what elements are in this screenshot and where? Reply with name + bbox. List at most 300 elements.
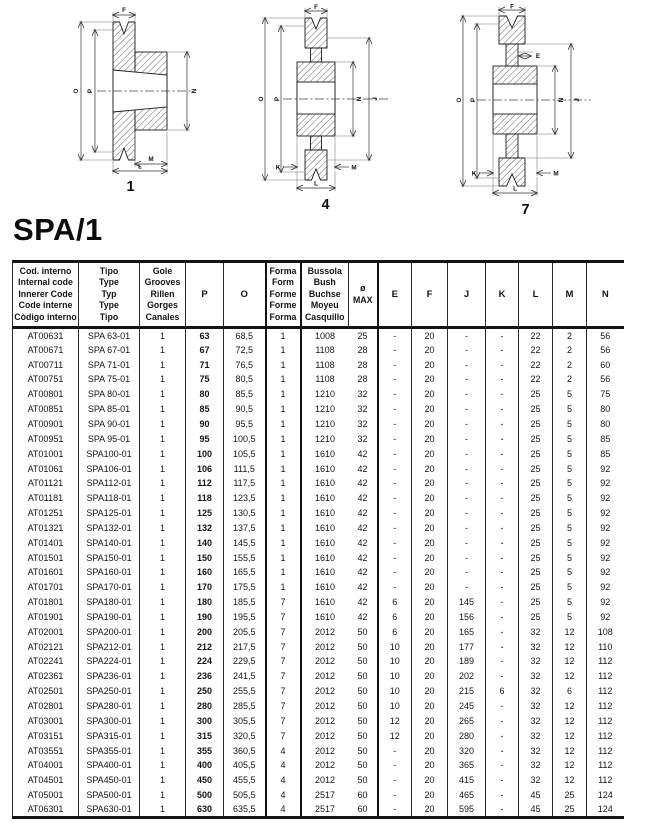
cell-j: 280: [448, 728, 486, 743]
cell-internal_code: AT01801: [27, 597, 64, 608]
cell-type: SPA355-01: [79, 743, 140, 758]
header-l: L: [519, 262, 553, 328]
cell-p: 450: [186, 773, 224, 788]
form-4-section-drawing: [241, 4, 411, 194]
cell-grooves: 1: [140, 654, 186, 669]
cell-f: 20: [412, 550, 448, 565]
cell-type: SPA132-01: [79, 520, 140, 535]
cell-f: 20: [412, 624, 448, 639]
header-bush: Bussola Bush Buchse Moyeu Casquillo: [301, 262, 349, 328]
cell-k: -: [486, 624, 519, 639]
cell-max: 50: [357, 641, 368, 652]
cell-type: SPA160-01: [79, 565, 140, 580]
cell-f: 20: [412, 402, 448, 417]
cell-e: -: [378, 506, 412, 521]
spa-table-body: [13, 328, 624, 818]
header-internal-code: Cod. interno Internal code Innerer Code Code interne Còdigo interno: [13, 262, 79, 328]
cell-internal_code: AT00711: [27, 359, 64, 370]
cell-j: -: [448, 550, 486, 565]
cell-form: 4: [266, 803, 301, 818]
cell-form: 7: [266, 699, 301, 714]
cell-p: 100: [186, 446, 224, 461]
cell-bush: 1610: [301, 520, 349, 535]
cell-m: 12: [553, 713, 587, 728]
cell-form: 4: [266, 743, 301, 758]
cell-internal_code: AT01501: [27, 552, 64, 563]
cell-m: 5: [553, 387, 587, 402]
cell-grooves: 1: [140, 788, 186, 803]
cell-l: 25: [519, 580, 553, 595]
cell-f: 20: [412, 476, 448, 491]
cell-j: 177: [448, 639, 486, 654]
cell-l: 25: [519, 491, 553, 506]
cell-k: -: [486, 773, 519, 788]
dim-label-o: O: [257, 96, 265, 102]
cell-n: 92: [587, 491, 624, 506]
cell-o: 305,5: [224, 713, 266, 728]
cell-form: 1: [266, 357, 301, 372]
web-bottom: [310, 136, 321, 150]
cell-grooves: 1: [140, 699, 186, 714]
cell-bush: 1610: [301, 595, 349, 610]
cell-n: 75: [587, 387, 624, 402]
cell-m: 12: [553, 728, 587, 743]
cell-l: 25: [519, 520, 553, 535]
cell-type: SPA315-01: [79, 728, 140, 743]
header-type: Tipo Type Typ Type Tipo: [79, 262, 140, 328]
cell-o: 111,5: [224, 461, 266, 476]
cell-j: -: [448, 461, 486, 476]
cell-f: 20: [412, 595, 448, 610]
dim-label-e: E: [535, 53, 540, 60]
cell-max: 50: [357, 745, 368, 756]
cell-m: 5: [553, 595, 587, 610]
cell-bush: 2517: [301, 788, 349, 803]
cell-k: -: [486, 654, 519, 669]
cell-m: 5: [553, 550, 587, 565]
cell-internal_code: AT01601: [27, 567, 64, 578]
header-grooves: Gole Grooves Rillen Gorges Canales: [140, 262, 186, 328]
table-row: [13, 788, 624, 803]
cell-internal_code: AT00951: [27, 433, 64, 444]
cell-internal_code: AT01701: [27, 582, 64, 593]
cell-max: 28: [357, 359, 368, 370]
web-bottom: [506, 134, 518, 158]
cell-e: -: [378, 357, 412, 372]
cell-k: -: [486, 758, 519, 773]
cell-bush: 2012: [301, 713, 349, 728]
cell-k: 6: [486, 684, 519, 699]
cell-p: 112: [186, 476, 224, 491]
cell-m: 2: [553, 328, 587, 343]
cell-f: 20: [412, 713, 448, 728]
cell-form: 7: [266, 684, 301, 699]
cell-n: 92: [587, 565, 624, 580]
cell-max: 42: [357, 478, 368, 489]
cell-bush: 2012: [301, 728, 349, 743]
cell-max: 32: [357, 389, 368, 400]
cell-m: 5: [553, 580, 587, 595]
table-row: [13, 446, 624, 461]
table-row: [13, 417, 624, 432]
cell-j: -: [448, 446, 486, 461]
cell-p: 400: [186, 758, 224, 773]
dim-label-k: K: [471, 170, 476, 178]
cell-k: -: [486, 728, 519, 743]
cell-bush: 1108: [301, 372, 349, 387]
cell-grooves: 1: [140, 743, 186, 758]
cell-f: 20: [412, 610, 448, 625]
cell-type: SPA224-01: [79, 654, 140, 669]
cell-l: 22: [519, 328, 553, 343]
cell-max: 50: [357, 775, 368, 786]
cell-l: 25: [519, 550, 553, 565]
dim-label-m: M: [552, 170, 559, 178]
cell-e: 12: [378, 728, 412, 743]
cell-m: 5: [553, 417, 587, 432]
cell-grooves: 1: [140, 506, 186, 521]
cell-e: -: [378, 342, 412, 357]
cell-n: 92: [587, 610, 624, 625]
table-row: [13, 328, 624, 343]
cell-o: 145,5: [224, 535, 266, 550]
cell-j: -: [448, 417, 486, 432]
cell-internal_code: AT03151: [27, 730, 64, 741]
cell-p: 630: [186, 803, 224, 818]
cell-o: 175,5: [224, 580, 266, 595]
cell-p: 71: [186, 357, 224, 372]
cell-e: -: [378, 535, 412, 550]
cell-o: 68,5: [224, 328, 266, 343]
cell-type: SPA100-01: [79, 446, 140, 461]
cell-e: -: [378, 417, 412, 432]
cell-e: 10: [378, 639, 412, 654]
dim-label-l: L: [137, 163, 142, 171]
cell-max: 42: [357, 463, 368, 474]
cell-l: 32: [519, 713, 553, 728]
cell-k: -: [486, 743, 519, 758]
cell-k: -: [486, 535, 519, 550]
table-row: [13, 743, 624, 758]
cell-type: SPA150-01: [79, 550, 140, 565]
cell-j: -: [448, 342, 486, 357]
cell-j: -: [448, 328, 486, 343]
cell-type: SPA106-01: [79, 461, 140, 476]
table-row: [13, 387, 624, 402]
cell-internal_code: AT01321: [27, 522, 64, 533]
cell-l: 32: [519, 743, 553, 758]
cell-grooves: 1: [140, 491, 186, 506]
cell-k: -: [486, 328, 519, 343]
cell-p: 180: [186, 595, 224, 610]
cell-type: SPA170-01: [79, 580, 140, 595]
cell-type: SPA500-01: [79, 788, 140, 803]
cell-max: 32: [357, 418, 368, 429]
cell-o: 320,5: [224, 728, 266, 743]
cell-o: 255,5: [224, 684, 266, 699]
cell-o: 505,5: [224, 788, 266, 803]
cell-grooves: 1: [140, 639, 186, 654]
cell-o: 185,5: [224, 595, 266, 610]
cell-internal_code: AT00851: [27, 404, 64, 415]
cell-e: 10: [378, 699, 412, 714]
cell-f: 20: [412, 417, 448, 432]
cell-f: 20: [412, 565, 448, 580]
cell-f: 20: [412, 491, 448, 506]
cell-f: 20: [412, 773, 448, 788]
cell-grooves: 1: [140, 461, 186, 476]
cell-type: SPA 80-01: [79, 387, 140, 402]
cell-m: 5: [553, 476, 587, 491]
cell-n: 56: [587, 342, 624, 357]
cell-form: 4: [266, 773, 301, 788]
cell-n: 124: [587, 788, 624, 803]
spa-table-wrap: [12, 260, 624, 819]
cell-grooves: 1: [140, 535, 186, 550]
cell-max: 42: [357, 552, 368, 563]
cell-l: 32: [519, 699, 553, 714]
cell-e: 6: [378, 610, 412, 625]
header-form: Forma Form Forme Forme Forma: [266, 262, 301, 328]
cell-form: 1: [266, 491, 301, 506]
cell-bush: 2517: [301, 803, 349, 818]
cell-internal_code: AT00671: [27, 344, 64, 355]
cell-form: 1: [266, 402, 301, 417]
cell-o: 117,5: [224, 476, 266, 491]
cell-m: 5: [553, 535, 587, 550]
cell-o: 241,5: [224, 669, 266, 684]
cell-form: 7: [266, 728, 301, 743]
cell-grooves: 1: [140, 342, 186, 357]
cell-n: 92: [587, 476, 624, 491]
cell-e: 10: [378, 654, 412, 669]
cell-f: 20: [412, 669, 448, 684]
cell-grooves: 1: [140, 669, 186, 684]
table-row: [13, 402, 624, 417]
dim-label-j: J: [371, 97, 379, 101]
cell-o: 100,5: [224, 431, 266, 446]
cell-o: 155,5: [224, 550, 266, 565]
cell-type: SPA400-01: [79, 758, 140, 773]
cell-type: SPA450-01: [79, 773, 140, 788]
cell-e: -: [378, 758, 412, 773]
cell-j: -: [448, 372, 486, 387]
cell-bush: 2012: [301, 624, 349, 639]
cell-type: SPA 63-01: [79, 328, 140, 343]
cell-type: SPA125-01: [79, 506, 140, 521]
cell-o: 455,5: [224, 773, 266, 788]
cell-k: -: [486, 372, 519, 387]
cell-k: -: [486, 639, 519, 654]
table-row: [13, 803, 624, 818]
cell-j: 595: [448, 803, 486, 818]
cell-grooves: 1: [140, 328, 186, 343]
cell-e: -: [378, 788, 412, 803]
cell-e: -: [378, 387, 412, 402]
cell-p: 125: [186, 506, 224, 521]
cell-bush: 1008: [301, 328, 349, 343]
cell-internal_code: AT01061: [27, 463, 64, 474]
cell-k: -: [486, 342, 519, 357]
cell-form: 1: [266, 565, 301, 580]
cell-internal_code: AT01001: [27, 448, 64, 459]
table-row: [13, 580, 624, 595]
cell-n: 92: [587, 461, 624, 476]
cell-bush: 1610: [301, 461, 349, 476]
cell-type: SPA236-01: [79, 669, 140, 684]
form-1-section-drawing: [51, 4, 211, 176]
dim-label-f: F: [509, 4, 514, 11]
cell-form: 1: [266, 580, 301, 595]
cell-bush: 2012: [301, 669, 349, 684]
cell-n: 85: [587, 446, 624, 461]
dim-label-l: L: [313, 180, 318, 188]
cell-internal_code: AT00631: [27, 330, 64, 341]
cell-f: 20: [412, 580, 448, 595]
cell-l: 32: [519, 639, 553, 654]
cell-m: 25: [553, 788, 587, 803]
cell-k: -: [486, 402, 519, 417]
taper-bore: [297, 82, 335, 114]
cell-n: 80: [587, 402, 624, 417]
cell-e: -: [378, 372, 412, 387]
cell-bush: 2012: [301, 773, 349, 788]
table-row: [13, 550, 624, 565]
cell-j: -: [448, 565, 486, 580]
cell-form: 1: [266, 342, 301, 357]
cell-p: 140: [186, 535, 224, 550]
cell-p: 118: [186, 491, 224, 506]
cell-grooves: 1: [140, 431, 186, 446]
cell-internal_code: AT02241: [27, 656, 64, 667]
cell-f: 20: [412, 728, 448, 743]
table-header: [13, 262, 624, 328]
cell-n: 56: [587, 372, 624, 387]
cell-l: 32: [519, 654, 553, 669]
cell-form: 4: [266, 788, 301, 803]
cell-max: 25: [357, 330, 368, 341]
cell-type: SPA190-01: [79, 610, 140, 625]
cell-type: SPA 71-01: [79, 357, 140, 372]
cell-max: 50: [357, 701, 368, 712]
cell-form: 7: [266, 624, 301, 639]
cell-l: 45: [519, 788, 553, 803]
cell-m: 5: [553, 610, 587, 625]
table-row: [13, 565, 624, 580]
cell-e: -: [378, 520, 412, 535]
cell-m: 5: [553, 402, 587, 417]
cell-bush: 1610: [301, 446, 349, 461]
cell-n: 92: [587, 506, 624, 521]
cell-form: 1: [266, 446, 301, 461]
cell-m: 12: [553, 624, 587, 639]
cell-f: 20: [412, 387, 448, 402]
header-k: K: [486, 262, 519, 328]
cell-l: 25: [519, 476, 553, 491]
cell-bush: 1210: [301, 431, 349, 446]
cell-internal_code: AT05001: [27, 790, 64, 801]
header-n: N: [587, 262, 624, 328]
cell-bush: 1210: [301, 387, 349, 402]
cell-type: SPA180-01: [79, 595, 140, 610]
cell-l: 25: [519, 565, 553, 580]
cell-max: 60: [357, 790, 368, 801]
cell-k: -: [486, 417, 519, 432]
cell-o: 195,5: [224, 610, 266, 625]
cell-grooves: 1: [140, 684, 186, 699]
form-7-section-drawing: [441, 4, 611, 199]
cell-o: 95,5: [224, 417, 266, 432]
cell-form: 7: [266, 595, 301, 610]
cell-f: 20: [412, 758, 448, 773]
table-row: [13, 639, 624, 654]
header-e: E: [378, 262, 412, 328]
dim-label-o: O: [72, 88, 80, 94]
cell-f: 20: [412, 506, 448, 521]
header-f: F: [412, 262, 448, 328]
cell-m: 2: [553, 342, 587, 357]
cell-e: -: [378, 803, 412, 818]
cell-k: -: [486, 446, 519, 461]
cell-grooves: 1: [140, 550, 186, 565]
cell-type: SPA280-01: [79, 699, 140, 714]
header-j: J: [448, 262, 486, 328]
cell-bush: 1610: [301, 535, 349, 550]
cell-j: 365: [448, 758, 486, 773]
cell-o: 80,5: [224, 372, 266, 387]
figure-number-4: 4: [321, 197, 330, 213]
cell-j: 215: [448, 684, 486, 699]
cell-k: -: [486, 476, 519, 491]
table-row: [13, 728, 624, 743]
table-row: [13, 713, 624, 728]
header-m: M: [553, 262, 587, 328]
cell-p: 280: [186, 699, 224, 714]
cell-max: 32: [357, 433, 368, 444]
cell-p: 63: [186, 328, 224, 343]
cell-n: 110: [587, 639, 624, 654]
cell-max: 28: [357, 374, 368, 385]
cell-n: 108: [587, 624, 624, 639]
cell-grooves: 1: [140, 565, 186, 580]
table-row: [13, 595, 624, 610]
cell-m: 5: [553, 431, 587, 446]
cell-internal_code: AT01901: [27, 611, 64, 622]
cell-grooves: 1: [140, 387, 186, 402]
cell-bush: 1610: [301, 610, 349, 625]
cell-max: 50: [357, 715, 368, 726]
cell-p: 190: [186, 610, 224, 625]
cell-k: -: [486, 491, 519, 506]
cell-m: 12: [553, 654, 587, 669]
cell-form: 1: [266, 535, 301, 550]
cell-f: 20: [412, 535, 448, 550]
cell-o: 217,5: [224, 639, 266, 654]
cell-form: 4: [266, 758, 301, 773]
cell-m: 5: [553, 565, 587, 580]
table-row: [13, 610, 624, 625]
cell-k: -: [486, 580, 519, 595]
cell-n: 112: [587, 669, 624, 684]
cell-k: -: [486, 565, 519, 580]
cell-form: 1: [266, 476, 301, 491]
cell-k: -: [486, 803, 519, 818]
cell-l: 25: [519, 595, 553, 610]
cell-e: -: [378, 431, 412, 446]
cell-m: 12: [553, 669, 587, 684]
cell-grooves: 1: [140, 476, 186, 491]
drawings-row: [0, 4, 661, 218]
